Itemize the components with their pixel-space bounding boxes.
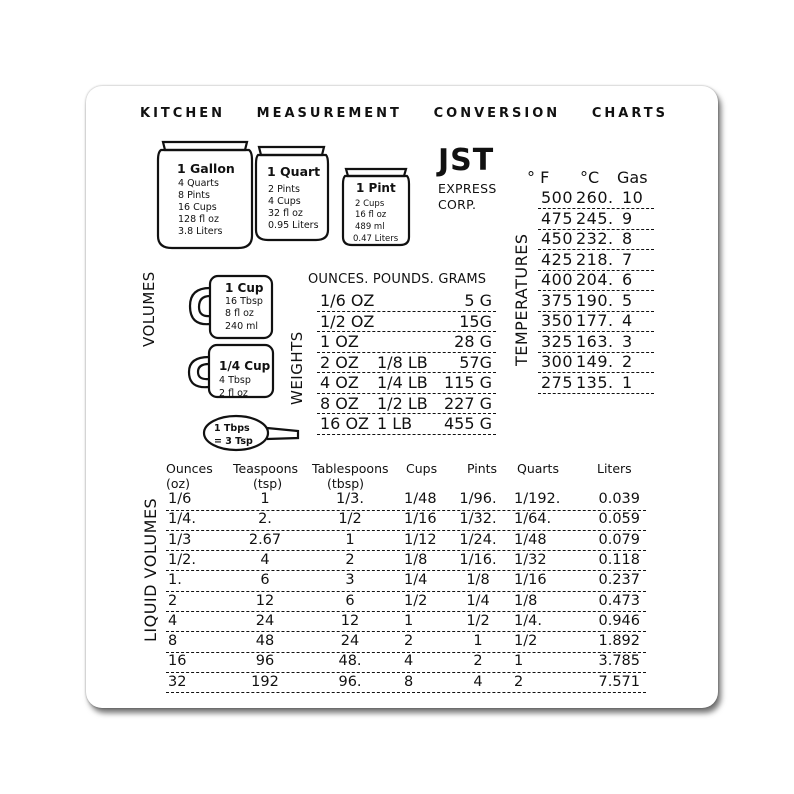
weight-row <box>317 332 496 353</box>
liquid-row <box>166 571 646 592</box>
liquid-cups: 1 <box>404 612 414 629</box>
liquid-tablespoons: 2 <box>345 551 355 568</box>
temp-header-f: ° F <box>527 168 550 187</box>
weight-ounces: 1/2 OZ <box>320 311 375 331</box>
temp-celsius: 163. <box>576 331 614 351</box>
liquid-teaspoons: 2.67 <box>248 531 282 548</box>
temp-celsius: 245. <box>576 208 614 228</box>
temp-celsius: 177. <box>576 311 614 330</box>
liquid-quarts: 1 <box>514 653 524 670</box>
weight-ounces: 2 OZ <box>320 352 359 372</box>
weight-row <box>317 373 496 394</box>
temp-celsius: 218. <box>576 249 614 269</box>
liquid-row <box>166 490 646 511</box>
weight-row <box>317 312 496 333</box>
title-word-measurement: MEASUREMENT <box>256 106 402 121</box>
weight-ounces: 1/6 OZ <box>320 291 375 310</box>
liquid-teaspoons: 96 <box>255 653 275 670</box>
liquid-pints: 1/32. <box>459 511 497 528</box>
weight-pounds: 1/2 LB <box>377 393 428 413</box>
weight-row <box>317 414 496 435</box>
pint-line-1: 2 Cups <box>355 199 385 209</box>
liquid-liters: 0.079 <box>598 531 640 548</box>
temp-fahrenheit: 400 <box>541 270 574 289</box>
pint-line-3: 489 ml <box>355 222 385 232</box>
liquid-cups: 1/16 <box>404 511 437 528</box>
liquid-cups: 1/48 <box>404 491 437 507</box>
liquid-pints: 2 <box>473 653 483 670</box>
gallon-line-1: 4 Quarts <box>178 178 219 189</box>
liquid-quarts: 1/192. <box>514 491 561 507</box>
temperatures-label: TEMPERATURES <box>512 233 531 366</box>
gallon-title: 1 Gallon <box>177 161 235 176</box>
liquid-teaspoons: 6 <box>260 572 270 589</box>
liquid-cups: 2 <box>404 633 414 650</box>
liquid-pints: 1/24. <box>459 531 497 548</box>
liquid-header-liters: Liters <box>597 461 632 476</box>
liquid-liters: 0.473 <box>598 592 640 609</box>
cup-line-3: 240 ml <box>225 321 259 332</box>
liquid-liters: 0.237 <box>598 572 640 589</box>
temp-celsius: 232. <box>576 229 614 248</box>
liquid-teaspoons: 12 <box>255 592 275 609</box>
liquid-quarts: 1/48 <box>514 531 547 548</box>
liquid-quarts: 1/32 <box>514 551 547 568</box>
liquid-cups: 1/4 <box>404 572 428 589</box>
liquid-ounces: 1/6 <box>168 491 192 507</box>
liquid-quarts: 1/2 <box>514 633 538 650</box>
liquid-teaspoons: 2. <box>258 511 272 528</box>
quart-title: 1 Quart <box>267 164 321 179</box>
liquid-liters: 0.946 <box>598 612 640 629</box>
liquid-row <box>166 673 646 694</box>
temp-row <box>538 269 654 291</box>
temp-celsius: 190. <box>576 290 614 310</box>
temp-row <box>538 228 654 250</box>
gallon-line-5: 3.8 Liters <box>178 226 223 237</box>
gallon-line-2: 8 Pints <box>178 190 210 201</box>
temp-fahrenheit: 350 <box>541 311 574 330</box>
liquid-row <box>166 612 646 633</box>
liquid-pints: 4 <box>473 673 483 690</box>
liquid-header-pints: Pints <box>467 461 498 476</box>
temp-gas: 1 <box>622 372 633 392</box>
weight-grams: 227 G <box>443 393 492 413</box>
liquid-tablespoons: 24 <box>340 633 360 650</box>
quart-line-4: 0.95 Liters <box>268 220 319 231</box>
liquid-teaspoons: 192 <box>251 673 279 690</box>
brand-line-1: EXPRESS <box>438 181 497 196</box>
weight-row <box>317 394 496 415</box>
temp-gas: 9 <box>622 208 633 228</box>
liquid-ounces: 2 <box>168 592 178 609</box>
liquid-tablespoons: 12 <box>340 612 360 629</box>
temp-celsius: 149. <box>576 352 614 371</box>
liquid-quarts: 1/4. <box>514 612 542 629</box>
pint-title: 1 Pint <box>356 181 396 195</box>
temp-fahrenheit: 475 <box>541 208 574 228</box>
liquid-header-ounces-unit: (oz) <box>166 476 190 491</box>
liquid-liters: 0.059 <box>598 511 640 528</box>
liquid-header-cups: Cups <box>406 461 438 476</box>
weight-row <box>317 353 496 374</box>
weight-ounces: 16 OZ <box>320 414 369 433</box>
temp-gas: 7 <box>622 249 633 269</box>
liquid-tablespoons: 48. <box>338 653 362 670</box>
liquid-ounces: 1/2. <box>168 551 196 568</box>
liquid-tablespoons: 1 <box>345 531 355 548</box>
liquid-ounces: 8 <box>168 633 178 650</box>
spoon-line-2: = 3 Tsp <box>214 436 253 447</box>
quart-line-2: 4 Cups <box>268 196 301 207</box>
temp-gas: 10 <box>622 188 644 207</box>
liquid-row <box>166 632 646 653</box>
brand-line-2: CORP. <box>438 197 477 212</box>
quarter-cup-title: 1/4 Cup <box>219 359 271 373</box>
temp-row <box>538 372 654 394</box>
weight-grams: 5 G <box>464 291 492 310</box>
temp-fahrenheit: 375 <box>541 290 574 310</box>
weight-ounces: 8 OZ <box>320 393 359 413</box>
liquid-teaspoons: 4 <box>260 551 270 568</box>
title-word-charts: CHARTS <box>591 106 668 121</box>
weight-grams: 57G <box>459 352 492 372</box>
liquid-tablespoons: 6 <box>345 592 355 609</box>
liquid-quarts: 2 <box>514 673 524 690</box>
spoon-line-1: 1 Tbps <box>214 423 250 434</box>
brand-subtitle <box>438 181 497 213</box>
temp-gas: 4 <box>622 311 633 330</box>
liquid-cups: 1/8 <box>404 551 428 568</box>
temp-fahrenheit: 450 <box>541 229 574 248</box>
quart-line-1: 2 Pints <box>268 184 300 195</box>
liquid-row <box>166 652 646 673</box>
temp-row <box>538 208 654 230</box>
weight-pounds: 1/8 LB <box>377 352 428 372</box>
liquid-tablespoons: 1/2 <box>338 511 362 528</box>
liquid-liters: 0.118 <box>598 551 640 568</box>
liquid-volumes-label: LIQUID VOLUMES <box>141 497 160 642</box>
liquid-pints: 1/8 <box>466 572 490 589</box>
liquid-liters: 0.039 <box>598 491 640 507</box>
weight-grams: 15G <box>459 311 492 331</box>
liquid-ounces: 32 <box>168 673 187 690</box>
temp-celsius: 260. <box>576 188 614 207</box>
liquid-liters: 7.571 <box>598 673 640 690</box>
pint-line-2: 16 fl oz <box>355 210 387 220</box>
temp-gas: 5 <box>622 290 633 310</box>
weights-header: OUNCES. POUNDS. GRAMS <box>308 272 487 287</box>
weight-grams: 115 G <box>443 373 492 392</box>
title-word-conversion: CONVERSION <box>433 106 561 121</box>
gallon-line-4: 128 fl oz <box>178 214 219 225</box>
liquid-ounces: 1/3 <box>168 531 192 548</box>
liquid-ounces: 1/4. <box>168 511 196 528</box>
liquid-ounces: 16 <box>168 653 187 670</box>
temp-row <box>538 331 654 353</box>
temp-celsius: 204. <box>576 270 614 289</box>
liquid-liters: 1.892 <box>598 633 640 650</box>
liquid-ounces: 1. <box>168 572 182 589</box>
temp-gas: 6 <box>622 270 633 289</box>
temp-fahrenheit: 275 <box>541 372 574 392</box>
temp-row <box>538 249 654 271</box>
volumes-label: VOLUMES <box>140 271 158 347</box>
temp-fahrenheit: 500 <box>541 188 574 207</box>
liquid-teaspoons: 48 <box>255 633 275 650</box>
temp-fahrenheit: 425 <box>541 249 574 269</box>
liquid-row <box>166 551 646 572</box>
liquid-teaspoons: 1 <box>260 491 270 507</box>
temp-row <box>538 351 654 373</box>
weight-pounds: 1 LB <box>377 414 413 433</box>
liquid-pints: 1/16. <box>459 551 497 568</box>
quart-line-3: 32 fl oz <box>268 208 303 219</box>
title-word-kitchen: KITCHEN <box>140 106 225 121</box>
liquid-row <box>166 592 646 613</box>
liquid-pints: 1/2 <box>466 612 490 629</box>
weight-grams: 28 G <box>454 332 492 351</box>
temp-gas: 8 <box>622 229 633 248</box>
weight-ounces: 1 OZ <box>320 332 359 351</box>
liquid-liters: 3.785 <box>598 653 640 670</box>
cup-line-2: 8 fl oz <box>225 308 254 319</box>
liquid-header-tablespoons-unit: (tbsp) <box>327 476 365 491</box>
liquid-pints: 1 <box>473 633 483 650</box>
temp-row <box>538 187 654 209</box>
liquid-quarts: 1/16 <box>514 572 547 589</box>
quarter-cup-line-1: 4 Tbsp <box>219 375 251 386</box>
temp-gas: 2 <box>622 352 633 371</box>
temp-header-c: °C <box>580 168 600 187</box>
temp-fahrenheit: 300 <box>541 352 574 371</box>
liquid-teaspoons: 24 <box>255 612 275 629</box>
cup-line-1: 16 Tbsp <box>225 296 263 307</box>
liquid-header-tablespoons: Tablespoons <box>312 461 389 476</box>
liquid-pints: 1/4 <box>466 592 490 609</box>
temp-fahrenheit: 325 <box>541 331 574 351</box>
liquid-ounces: 4 <box>168 612 178 629</box>
liquid-row <box>166 510 646 531</box>
temp-header-gas: Gas <box>617 168 648 187</box>
liquid-tablespoons: 1/3. <box>336 491 364 507</box>
liquid-cups: 1/2 <box>404 592 428 609</box>
liquid-header-quarts: Quarts <box>517 461 559 476</box>
liquid-pints: 1/96. <box>459 491 497 507</box>
liquid-cups: 1/12 <box>404 531 437 548</box>
liquid-header-ounces: Ounces <box>166 461 213 476</box>
weight-row <box>317 291 496 312</box>
liquid-tablespoons: 96. <box>338 673 362 690</box>
weight-pounds: 1/4 LB <box>377 373 428 392</box>
temp-row <box>538 290 654 312</box>
weight-grams: 455 G <box>443 414 492 433</box>
cup-title: 1 Cup <box>225 281 264 295</box>
liquid-header-teaspoons: Teaspoons <box>233 461 299 476</box>
gallon-line-3: 16 Cups <box>178 202 217 213</box>
liquid-cups: 4 <box>404 653 414 670</box>
weights-label: WEIGHTS <box>288 331 306 405</box>
liquid-quarts: 1/64. <box>514 511 552 528</box>
pint-line-4: 0.47 Liters <box>353 234 399 244</box>
quarter-cup-line-2: 2 fl oz <box>219 388 248 399</box>
weight-ounces: 4 OZ <box>320 373 359 392</box>
liquid-header-teaspoons-unit: (tsp) <box>253 476 283 491</box>
temp-gas: 3 <box>622 331 633 351</box>
temp-celsius: 135. <box>576 372 614 392</box>
liquid-tablespoons: 3 <box>345 572 355 589</box>
temp-row <box>538 310 654 332</box>
liquid-quarts: 1/8 <box>514 592 538 609</box>
brand-name: JST <box>438 143 495 178</box>
liquid-cups: 8 <box>404 673 414 690</box>
liquid-row <box>166 531 646 552</box>
